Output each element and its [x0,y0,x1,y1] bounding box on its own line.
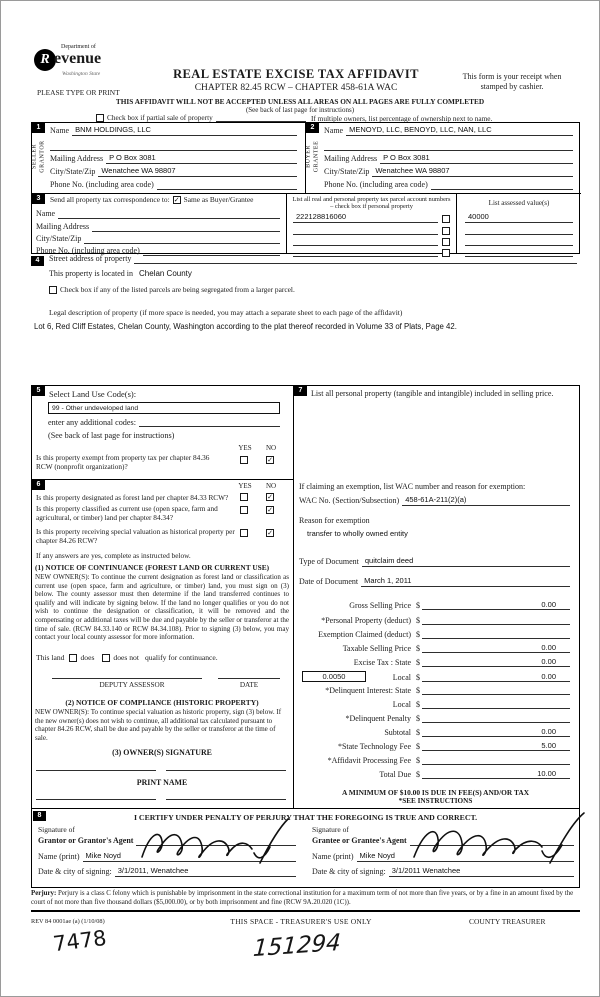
historical-no-checkbox[interactable]: ✓ [267,530,273,537]
buyer-grantee-side-label: BUYER GRANTEE [305,140,319,173]
delinquent-interest-state-row: *Delinquent Interest: State $ [302,685,570,695]
rev-form-number: REV 84 0001ae (a) (1/10/08) [31,918,105,925]
column-divider [293,386,294,808]
seller-grantor-side-label: SELLER GRANTOR [31,140,45,173]
warning-line: THIS AFFIDAVIT WILL NOT BE ACCEPTED UNLESS ALL AREAS ON ALL PAGES ARE FULLY COMPLETED [115,97,485,106]
delinquent-interest-local-row: Local $ [302,699,570,709]
additional-codes-field[interactable] [139,417,280,427]
no-header-2: NO [265,482,277,490]
section-6-number: 6 [32,480,45,490]
grantor-sig-label-2: Grantor or Grantor's Agent [38,836,134,846]
taxable-selling-price-row: Taxable Selling Price $ 0.00 [302,643,570,653]
perjury-note [31,890,580,912]
grantee-date-field[interactable]: 3/1/2011 Wenatchee [389,867,574,877]
exempt-yes-checkbox[interactable] [240,456,248,464]
forest-yes-checkbox[interactable] [240,493,248,501]
mailing-label: Mailing Address [36,222,90,232]
parcel-header: List all real and personal property tax parcel account numbers – check box if personal property [292,196,451,211]
owner-signature-line-2[interactable] [166,770,286,771]
phone-label: Phone No. (including area code) [50,180,154,190]
mailing-label: Mailing Address [324,154,378,164]
reason-exemption-value[interactable]: transfer to wholly owned entity [307,529,408,538]
seller-name2-field[interactable] [50,141,297,151]
grantee-name-label: Name (print) [312,852,354,862]
excise-tax-local-row: 0.0050 Local $ 0.00 [302,671,570,682]
located-in-label: This property is located in [49,269,133,278]
name-label: Name [324,126,344,136]
document-type-field[interactable]: quitclaim deed [362,557,570,567]
current-use-yes-checkbox[interactable] [240,506,248,514]
total-due-field[interactable]: 10.00 [422,769,570,779]
grantor-signature-ink [136,817,306,875]
please-type-note: PLEASE TYPE OR PRINT [37,88,120,97]
excise-tax-state-field[interactable]: 0.00 [422,657,570,667]
grantor-name-label: Name (print) [38,852,80,862]
excise-tax-state-row: Excise Tax : State $ 0.00 [302,657,570,667]
segregated-checkbox[interactable] [49,286,57,294]
multiple-owners-note: If multiple owners, list percentage of ownership next to name. [311,114,493,123]
print-name-line-2[interactable] [166,799,286,800]
parcel-number-field-3[interactable] [293,236,438,246]
does-not-label: does not [113,653,139,662]
city-label: City/State/Zip [36,234,82,244]
delinquent-penalty-row: *Delinquent Penalty $ [302,713,570,723]
exempt-no-checkbox[interactable]: ✓ [267,457,273,464]
grantee-sig-label-1: Signature of [312,825,349,834]
owner-signature-line-1[interactable] [36,770,156,771]
city-label: City/State/Zip [324,167,370,177]
grantee-sig-label-2: Grantee or Grantee's Agent [312,836,407,846]
grantee-date-label: Date & city of signing: [312,867,386,877]
see-instructions-note: *SEE INSTRUCTIONS [398,797,473,805]
legal-description-value[interactable]: Lot 6, Red Cliff Estates, Chelan County, Washington according to the plat thereof recorded in Volume 33 of Plats, Page 42. [34,322,457,331]
section-8-certify [31,809,580,888]
exemption-claimed-row: Exemption Claimed (deduct) $ [302,629,570,639]
personal-property-checkbox-2[interactable] [442,227,450,235]
print-name-line-1[interactable] [36,799,156,800]
logo-dept-text: Department of [61,44,96,50]
historical-yes-checkbox[interactable] [240,529,248,537]
see-back-note: (See back of last page for instructions) [245,105,355,114]
excise-tax-local-field[interactable]: 0.00 [422,672,570,682]
land-use-title: Select Land Use Code(s): [49,389,137,399]
section-1-seller [32,123,306,194]
section-2-number: 2 [306,123,319,133]
delinquent-penalty-field[interactable] [422,713,570,723]
same-as-buyer-checkbox[interactable]: ✓ [173,197,180,205]
owners-signature-title: (3) OWNER(S) SIGNATURE [112,748,212,757]
same-as-buyer-label: Same as Buyer/Grantee [183,195,254,204]
correspondence-mailing-field[interactable] [92,222,280,232]
section-5-6-divider [32,479,293,480]
name-label: Name [50,126,70,136]
section-1-number: 1 [32,123,45,133]
subtotal-field[interactable]: 0.00 [422,727,570,737]
delinquent-interest-local-field[interactable] [422,699,570,709]
deputy-date-line[interactable] [218,678,280,679]
lower-sections-box [31,385,580,809]
see-back-note-2: (See back of last page for instructions) [48,431,175,440]
county-field[interactable]: Chelan County [138,269,192,278]
notice-compliance-title: (2) NOTICE OF COMPLIANCE (HISTORIC PROPERTY) [65,698,259,707]
personal-property-deduct-row: *Personal Property (deduct) $ [302,615,570,625]
assessed-value-field-3[interactable] [465,236,573,246]
wac-number-label: WAC No. (Section/Subsection) [299,496,400,506]
claiming-exemption-label: If claiming an exemption, list WAC number and reason for exemption: [299,482,526,491]
phone-label: Phone No. (including area code) [324,180,428,190]
grantor-date-label: Date & city of signing: [38,867,112,877]
logo-subtitle: Washington State [62,71,101,77]
legal-description-label: Legal description of property (if more space is needed, you may attach a separate sheet to each page of the affidavit) [49,308,403,317]
street-address-field[interactable] [134,254,577,264]
assessed-value-field[interactable]: 40000 [465,213,573,223]
mailing-label: Mailing Address [50,154,104,164]
personal-property-checkbox-1[interactable] [442,215,450,223]
buyer-name2-field[interactable] [324,141,573,151]
perjury-label: Perjury: [31,890,57,897]
notice-compliance-body: NEW OWNER(S): To continue special valuation as historic property, sign (3) below. If the new owner(s) does not wish to continue, all additional tax calculated pursuant to chapter 84.26 RCW, shall be due and payable by the seller or transferor at the time of sale. [35,708,282,742]
perjury-body: Perjury is a class C felony which is punishable by imprisonment in the state correctional institution for a maximum term of not more than five years, or by a fine in an amount fixed by the court of not more than five thousand dollars ($5,000.00), or by both imprisonment and fine (RCW 9A.20.020 (1C)). [31,890,574,906]
subtotal-row: Subtotal $ 0.00 [302,727,570,737]
section-2-buyer [306,123,581,194]
buyer-phone-field[interactable] [431,180,573,190]
grantor-sig-label-1: Signature of [38,825,75,834]
date-label: DATE [239,681,259,689]
no-header: NO [265,444,277,452]
personal-property-intro: List all personal property (tangible and intangible) included in selling price. [311,389,554,398]
seller-name-field[interactable]: BNM HOLDINGS, LLC [72,126,297,136]
partial-sale-line [216,112,306,122]
correspondence-name-field[interactable] [58,209,280,219]
form-title-block [131,67,461,93]
gross-selling-price-field[interactable]: 0.00 [422,600,570,610]
section-3-correspondence [32,194,287,254]
qualify-label: qualify for continuance. [144,653,218,662]
parties-table [31,122,580,254]
does-checkbox[interactable] [69,654,77,662]
city-label: City/State/Zip [50,167,96,177]
assessed-values-column [457,194,581,254]
grantee-name-field[interactable]: Mike Noyd [357,852,437,862]
this-land-label: This land [36,653,65,662]
page-subtitle: CHAPTER 82.45 RCW – CHAPTER 458-61A WAC [194,83,398,93]
section-8-number: 8 [33,811,46,821]
yes-header: YES [238,444,252,452]
certify-statement: I CERTIFY UNDER PENALTY OF PERJURY THAT THE FOREGOING IS TRUE AND CORRECT. [133,813,478,822]
print-name-title: PRINT NAME [136,778,188,787]
delinquent-interest-state-field[interactable] [422,685,570,695]
historical-question: Is this property receiving special valuation as historical property per chapter 84.26 RCW? [36,527,235,545]
reason-exemption-label: Reason for exemption [299,516,370,525]
logo-r-icon: R [34,49,56,71]
handwritten-number-left: 7478 [51,925,108,957]
logo-word: evenue [54,50,102,67]
send-correspondence-label: Send all property tax correspondence to: [50,195,170,204]
local-rate-box[interactable]: 0.0050 [302,671,366,682]
state-technology-fee-row: *State Technology Fee $ 5.00 [302,741,570,751]
affidavit-processing-fee-row: *Affidavit Processing Fee $ [302,755,570,765]
seller-mailing-field[interactable]: P O Box 3081 [106,154,297,164]
personal-property-deduct-field[interactable] [422,615,570,625]
grantee-signature-ink [410,813,595,875]
phone-label: Phone No. (including area code) [36,246,140,256]
document-date-field[interactable]: March 1, 2011 [361,577,570,587]
total-due-row: Total Due $ 10.00 [302,769,570,779]
correspondence-city-field[interactable] [84,234,280,244]
gross-selling-price-row: Gross Selling Price $ 0.00 [302,600,570,610]
dor-logo [34,44,144,90]
does-not-checkbox[interactable] [102,654,110,662]
forest-land-question: Is this property designated as forest land per chapter 84.33 RCW? [36,493,229,502]
street-address-label: Street address of property [49,254,132,264]
grantor-date-field[interactable]: 3/1/2011, Wenatchee [115,867,296,877]
state-technology-fee-field[interactable]: 5.00 [422,741,570,751]
receipt-note: This form is your receipt when stamped by cashier. [462,72,562,92]
parcel-numbers-column [287,194,457,254]
section-5-number: 5 [32,386,45,396]
parcel-number-field-2[interactable] [293,225,438,235]
does-label: does [80,653,95,662]
forest-no-checkbox[interactable]: ✓ [267,494,273,501]
section-3-number: 3 [32,194,45,204]
parcel-number-field[interactable]: 222128816060 [293,213,438,223]
partial-sale-label: Check box if partial sale of property [107,112,213,122]
county-treasurer-label: COUNTY TREASURER [469,917,546,926]
current-use-question: Is this property classified as current use (open space, farm and agricultural, or timber) land per chapter 84.34? [36,504,218,522]
minimum-due-note: A MINIMUM OF $10.00 IS DUE IN FEE(S) AND/OR TAX [341,788,530,797]
seller-phone-field[interactable] [157,180,297,190]
handwritten-number-center: 151294 [252,929,342,963]
exemption-claimed-field[interactable] [422,629,570,639]
buyer-city-field[interactable]: Wenatchee WA 98807 [372,167,573,177]
treasurer-space-label: THIS SPACE - TREASURER'S USE ONLY [230,917,372,926]
seller-city-field[interactable]: Wenatchee WA 98807 [98,167,297,177]
taxable-selling-price-field[interactable]: 0.00 [422,643,570,653]
notice-continuance-body: NEW OWNER(S): To continue the current designation as forest land or classification as current use (open space, farm and agriculture, or timber) land, you must sign on (3) below. The county assessor must then determine if the land transferred continues to qualify and will indicate by signing below. If the land no longer qualifies or you do not wish to continue the designation or classification, it will be removed and the compensating or additional taxes will be due and payable by the seller or transferor at the time of sale. (RCW 84.33.140 or RCW 84.34.108). Prior to signing (3) below, you may contact your local county assessor for more information. [35,573,289,642]
wac-number-field[interactable]: 458-61A-211(2)(a) [402,496,570,506]
name-label: Name [36,209,56,219]
grantor-name-field[interactable]: Mike Noyd [83,852,163,862]
affidavit-processing-fee-field[interactable] [422,755,570,765]
document-date-label: Date of Document [299,577,359,587]
deputy-signature-line[interactable] [52,678,202,679]
section-7-number: 7 [294,386,307,396]
buyer-name-field[interactable]: MENOYD, LLC, BENOYD, LLC, NAN, LLC [346,126,573,136]
section-4-number: 4 [31,256,44,266]
partial-sale-checkbox[interactable] [96,114,104,122]
deputy-assessor-label: DEPUTY ASSESSOR [99,681,165,689]
segregated-label: Check box if any of the listed parcels are being segregated from a larger parcel. [60,285,295,294]
page-title: REAL ESTATE EXCISE TAX AFFIDAVIT [173,67,419,81]
additional-codes-label: enter any additional codes: [48,417,136,427]
personal-property-checkbox-3[interactable] [442,238,450,246]
document-type-label: Type of Document [299,557,359,567]
notice-continuance-title: (1) NOTICE OF CONTINUANCE (FOREST LAND OR CURRENT USE) [35,563,270,572]
exempt-question: Is this property exempt from property tax per chapter 84.36 RCW (nonprofit organization)? [36,453,210,471]
land-use-code-select[interactable]: 99 - Other undeveloped land [48,402,280,414]
yes-header-2: YES [238,482,252,490]
current-use-no-checkbox[interactable]: ✓ [267,507,273,514]
assessed-header: List assessed value(s) [488,199,550,207]
if-yes-note: If any answers are yes, complete as instructed below. [36,551,191,560]
buyer-mailing-field[interactable]: P O Box 3081 [380,154,573,164]
assessed-value-field-2[interactable] [465,225,573,235]
